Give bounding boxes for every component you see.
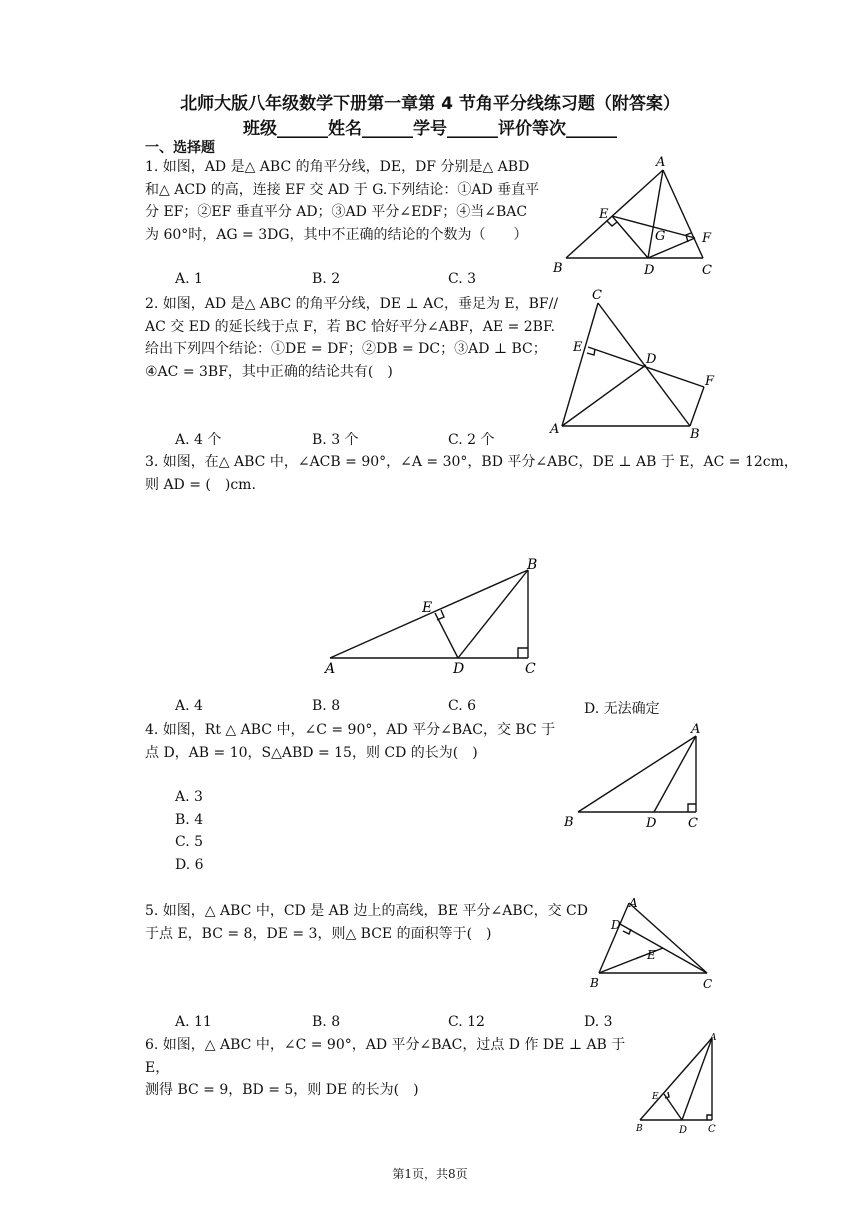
label-C: C bbox=[708, 1124, 716, 1135]
option-b: B. 8 bbox=[312, 1014, 341, 1030]
option-a: A. 4 个 bbox=[175, 432, 222, 448]
label-C: C bbox=[592, 288, 602, 303]
question-line: 1. 如图，AD 是△ ABC 的角平分线，DE，DF 分别是△ ABD bbox=[145, 159, 530, 175]
student-info-line: 班级______姓名______学号______评价等次______ bbox=[243, 119, 617, 139]
question-line: 分 EF；②EF 垂直平分 AD；③AD 平分∠EDF；④当∠BAC bbox=[145, 204, 528, 220]
question-line: ④AC = 3BF，其中正确的结论共有( ) bbox=[145, 363, 393, 380]
page-title: 北师大版八年级数学下册第一章第 4 节角平分线练习题（附答案） bbox=[180, 94, 680, 114]
label-D: D bbox=[679, 1125, 688, 1136]
label-B: B bbox=[527, 557, 538, 573]
option-b: B. 8 bbox=[312, 698, 341, 714]
question-line: AC 交 ED 的延长线于点 F，若 BC 恰好平分∠ABF，AE = 2BF. bbox=[145, 318, 555, 335]
option-d: D. 无法确定 bbox=[584, 701, 660, 717]
figure-3 bbox=[320, 550, 550, 680]
option-d: D. 6 bbox=[175, 857, 204, 873]
question-line: 点 D，AB = 10，S△ABD = 15，则 CD 的长为( ) bbox=[145, 744, 478, 761]
section-heading: 一、选择题 bbox=[145, 140, 215, 156]
label-D: D bbox=[646, 816, 657, 831]
label-G: G bbox=[655, 229, 666, 244]
question-line: 和△ ACD 的高，连接 EF 交 AD 于 G.下列结论：①AD 垂直平 bbox=[145, 181, 540, 198]
question-line: 于点 E，BC = 8，DE = 3，则△ BCE 的面积等于( ) bbox=[145, 925, 492, 942]
option-c: C. 5 bbox=[175, 834, 204, 850]
label-E: E bbox=[573, 340, 583, 355]
question-line: 为 60°时，AG = 3DG，其中不正确的结论的个数为（ ） bbox=[145, 226, 528, 243]
label-D: D bbox=[611, 918, 621, 932]
question-5 bbox=[145, 900, 615, 945]
label-D: D bbox=[453, 661, 465, 677]
question-4 bbox=[145, 719, 565, 764]
question-line: 测得 BC = 9，BD = 5，则 DE 的长为( ) bbox=[145, 1082, 419, 1098]
label-C: C bbox=[702, 263, 712, 278]
question-line: 5. 如图，△ ABC 中，CD 是 AB 边上的高线，BE 平分∠ABC，交 CD bbox=[145, 903, 588, 919]
label-F: F bbox=[705, 374, 715, 389]
label-E: E bbox=[652, 1092, 659, 1102]
label-E: E bbox=[422, 600, 433, 616]
label-D: D bbox=[646, 352, 657, 367]
figure-1 bbox=[545, 150, 725, 280]
label-A: A bbox=[325, 661, 336, 677]
label-B: B bbox=[564, 815, 574, 830]
label-D: D bbox=[644, 263, 655, 278]
option-c: C. 2 个 bbox=[448, 432, 495, 448]
option-c: C. 12 bbox=[448, 1014, 485, 1030]
label-B: B bbox=[590, 976, 599, 990]
option-b: B. 2 bbox=[312, 271, 341, 287]
label-C: C bbox=[703, 977, 713, 991]
option-a: A. 1 bbox=[175, 271, 203, 287]
label-C: C bbox=[525, 661, 536, 677]
figure-5 bbox=[585, 893, 725, 993]
option-b: B. 3 个 bbox=[312, 432, 359, 448]
label-C: C bbox=[688, 816, 698, 831]
label-A: A bbox=[710, 1033, 717, 1043]
option-a: A. 3 bbox=[175, 789, 203, 805]
option-d: D. 3 bbox=[584, 1014, 613, 1030]
label-B: B bbox=[690, 427, 700, 442]
label-A: A bbox=[691, 722, 701, 737]
question-line: 3. 如图，在△ ABC 中，∠ACB = 90°，∠A = 30°，BD 平分∠ABC，DE ⊥ AB 于 E，AC = 12cm， bbox=[145, 454, 798, 470]
label-A: A bbox=[550, 422, 560, 437]
question-line: 4. 如图，Rt △ ABC 中，∠C = 90°，AD 平分∠BAC，交 BC 于 bbox=[145, 722, 556, 738]
page-footer: 第1页，共8页 bbox=[392, 1167, 468, 1181]
label-A: A bbox=[656, 155, 666, 170]
figure-6 bbox=[630, 1030, 725, 1140]
question-3 bbox=[145, 451, 835, 496]
question-2 bbox=[145, 293, 565, 383]
option-b: B. 4 bbox=[175, 812, 204, 828]
label-E: E bbox=[647, 948, 656, 962]
label-B: B bbox=[553, 261, 563, 276]
figure-2 bbox=[540, 283, 725, 443]
label-E: E bbox=[599, 207, 609, 222]
question-1 bbox=[145, 156, 565, 246]
option-c: C. 6 bbox=[448, 698, 477, 714]
question-line: 2. 如图，AD 是△ ABC 的角平分线，DE ⊥ AC，垂足为 E，BF// bbox=[145, 296, 559, 312]
option-c: C. 3 bbox=[448, 271, 477, 287]
question-6 bbox=[145, 1034, 645, 1102]
label-B: B bbox=[636, 1124, 643, 1134]
label-F: F bbox=[702, 231, 712, 246]
figure-4 bbox=[560, 718, 710, 833]
question-line: 给出下列四个结论：①DE = DF；②DB = DC；③AD ⊥ BC； bbox=[145, 341, 547, 357]
question-line: 6. 如图，△ ABC 中，∠C = 90°，AD 平分∠BAC，过点 D 作 DE ⊥ AB 于 E， bbox=[145, 1037, 626, 1076]
question-line: 则 AD = ( )cm. bbox=[145, 476, 256, 493]
option-a: A. 4 bbox=[175, 698, 203, 714]
label-A: A bbox=[629, 896, 638, 910]
option-a: A. 11 bbox=[175, 1014, 212, 1030]
